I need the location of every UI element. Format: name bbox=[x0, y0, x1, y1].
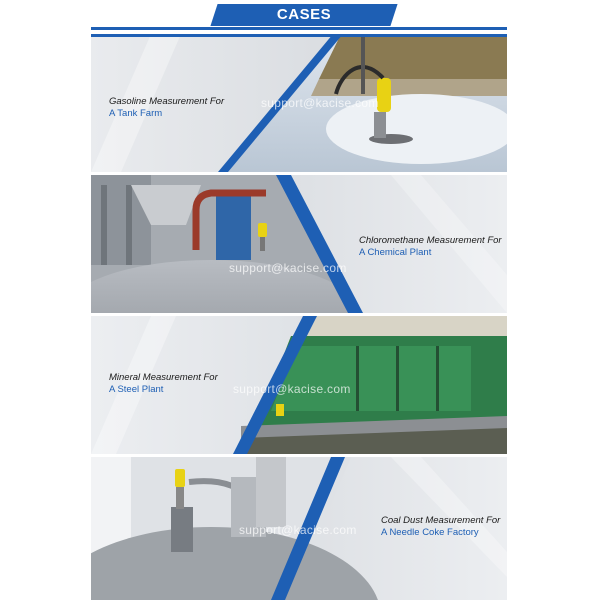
case-caption-line2: A Steel Plant bbox=[109, 384, 164, 395]
case-caption-line1: Mineral Measurement For bbox=[109, 372, 218, 383]
case-panel-steel-plant bbox=[91, 316, 507, 454]
case-panel-needle-coke bbox=[91, 457, 507, 600]
banner-rule bbox=[91, 27, 507, 30]
case-caption-line2: A Tank Farm bbox=[109, 108, 163, 119]
case-caption-line1: Chloromethane Measurement For bbox=[359, 235, 502, 246]
cases-title: CASES bbox=[276, 6, 332, 23]
case-caption-line1: Gasoline Measurement For bbox=[109, 96, 225, 107]
watermark: support@kacise.com bbox=[229, 261, 347, 275]
case-caption-steel-plant bbox=[109, 372, 218, 396]
case-panel-chemical-plant bbox=[91, 175, 507, 313]
watermark: support@kacise.com bbox=[233, 382, 351, 396]
case-panel-tank-farm bbox=[91, 34, 507, 172]
cases-banner bbox=[91, 0, 507, 34]
case-caption-line2: A Needle Coke Factory bbox=[381, 527, 479, 538]
cases-sheet bbox=[91, 0, 507, 600]
case-caption-chemical-plant bbox=[359, 235, 502, 259]
watermark: support@kacise.com bbox=[239, 523, 357, 537]
case-caption-line1: Coal Dust Measurement For bbox=[381, 515, 501, 526]
case-caption-needle-coke bbox=[381, 515, 500, 539]
watermark: support@kacise.com bbox=[261, 96, 379, 110]
case-caption-line2: A Chemical Plant bbox=[359, 247, 432, 258]
case-caption-tank-farm bbox=[109, 96, 224, 120]
